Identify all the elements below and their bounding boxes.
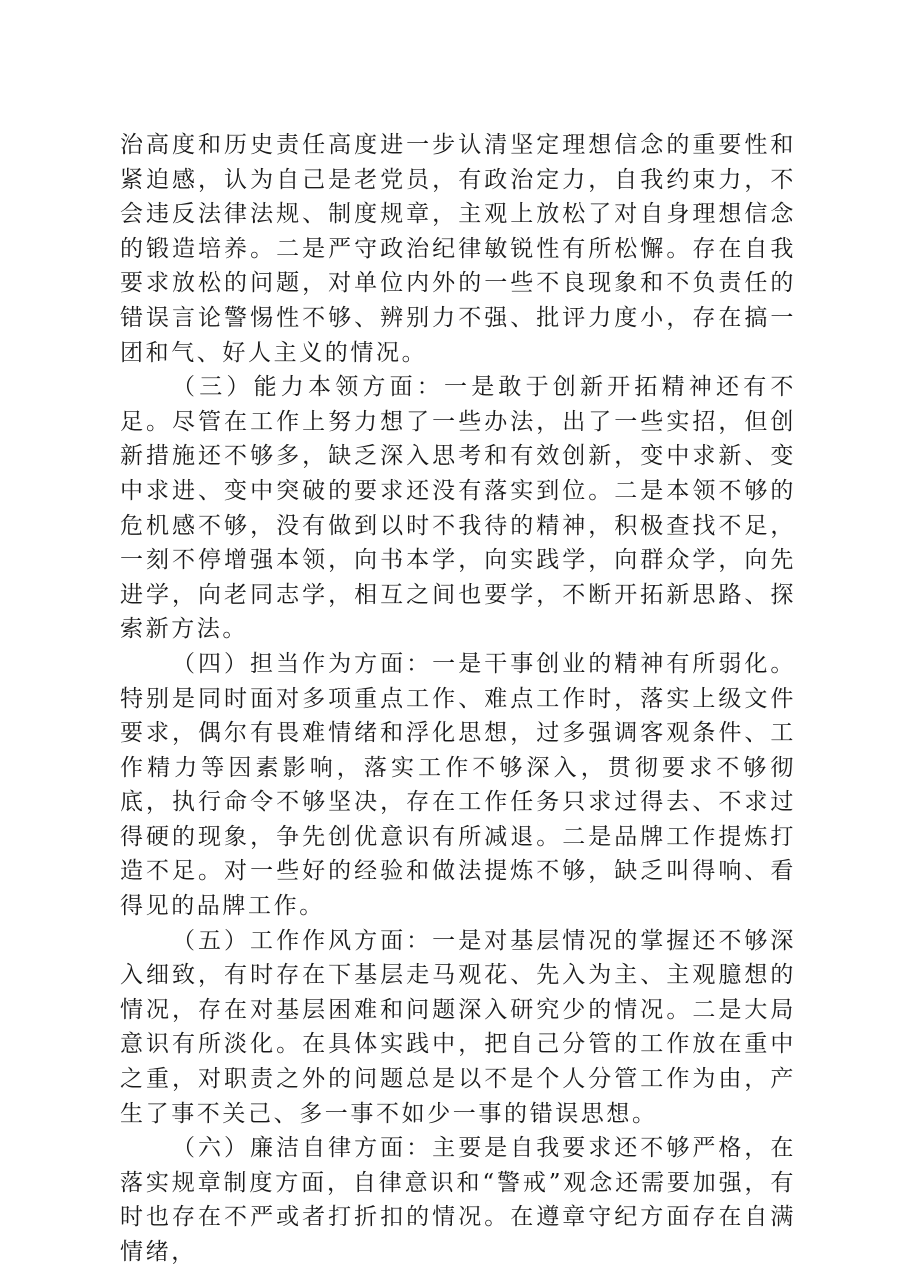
document-page <box>120 128 796 1270</box>
paragraph-responsibility: （四）担当作为方面：一是干事创业的精神有所弱化。特别是同时面对多项重点工作、难点工作时，落实上级文件要求，偶尔有畏难情绪和浮化思想，过多强调客观条件、工作精力等因素影响，落实工作不够深入，贯彻要求不够彻底，执行命令不够坚决，存在工作任务只求过得去、不求过得硬的现象，争先创优意识有所减退。二是品牌工作提炼打造不足。对一些好的经验和做法提炼不够，缺乏叫得响、看得见的品牌工作。 <box>120 650 796 920</box>
paragraph-integrity: （六）廉洁自律方面：主要是自我要求还不够严格，在落实规章制度方面，自律意识和“警戒”观念还需要加强，有时也存在不严或者打折扣的情况。在遵章守纪方面存在自满情绪， <box>120 1135 796 1265</box>
paragraph-ideals-continuation: 治高度和历史责任高度进一步认清坚定理想信念的重要性和紧迫感，认为自己是老党员，有政治定力，自我约束力，不会违反法律法规、制度规章，主观上放松了对自身理想信念的锻造培养。二是严守政治纪律敏锐性有所松懈。存在自我要求放松的问题，对单位内外的一些不良现象和不负责任的错误言论警惕性不够、辨别力不强、批评力度小，存在搞一团和气、好人主义的情况。 <box>120 132 796 366</box>
paragraph-ability: （三）能力本领方面：一是敢于创新开拓精神还有不足。尽管在工作上努力想了一些办法，出了一些实招，但创新措施还不够多，缺乏深入思考和有效创新，变中求新、变中求进、变中突破的要求还没有落实到位。二是本领不够的危机感不够，没有做到以时不我待的精神，积极查找不足，一刻不停增强本领，向书本学，向实践学，向群众学，向先进学，向老同志学，相互之间也要学，不断开拓新思路、探索新方法。 <box>120 374 796 643</box>
paragraph-work-style: （五）工作作风方面：一是对基层情况的掌握还不够深入细致，有时存在下基层走马观花、先入为主、主观臆想的情况，存在对基层困难和问题深入研究少的情况。二是大局意识有所淡化。在具体实践中，把自己分管的工作放在重中之重，对职责之外的问题总是以不是个人分管工作为由，产生了事不关己、多一事不如少一事的错误思想。 <box>120 927 796 1127</box>
